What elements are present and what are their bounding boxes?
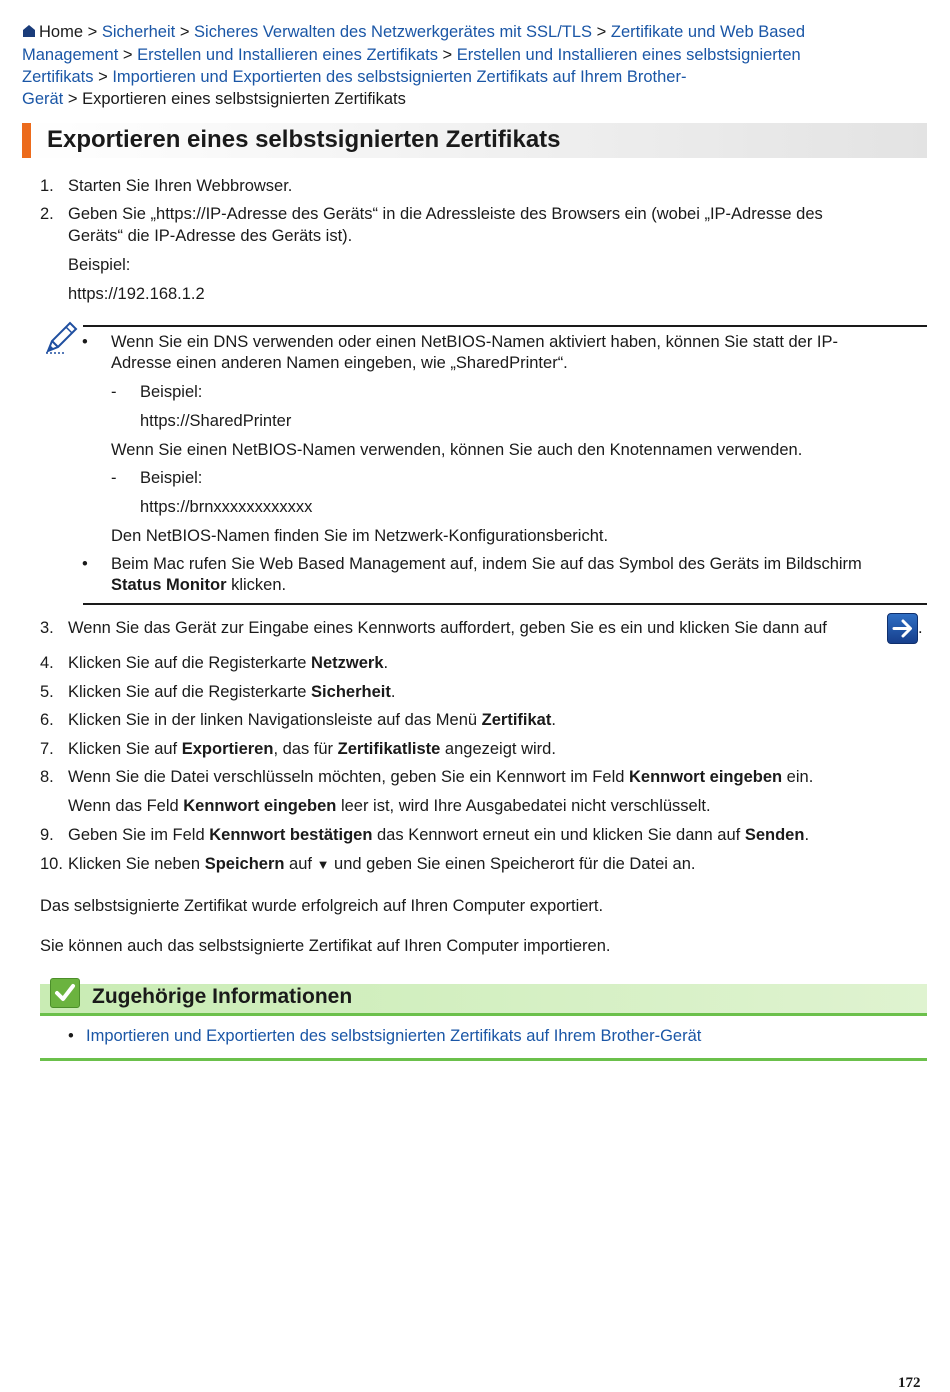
note-example-2-value: https://brnxxxxxxxxxxxx — [140, 498, 313, 516]
breadcrumb-link-zertifikate-part2[interactable]: Management — [22, 46, 119, 64]
dropdown-triangle-icon: ▼ — [316, 857, 330, 872]
step-6-number: 6. — [40, 711, 54, 729]
note-netbios-text: Wenn Sie einen NetBIOS-Namen verwenden, können Sie auch den Knotennamen verwenden. — [111, 441, 803, 459]
breadcrumb-current: Exportieren eines selbstsignierten Zertifikats — [82, 90, 406, 108]
outro-text-1: Das selbstsignierte Zertifikat wurde erfolgreich auf Ihren Computer exportiert. — [40, 897, 604, 915]
step-6-text: Klicken Sie in der linken Navigationsleiste auf das Menü Zertifikat. — [68, 711, 556, 729]
breadcrumb-link-import-export-part2[interactable]: Gerät — [22, 90, 64, 108]
step-5-number: 5. — [40, 683, 54, 701]
note-example-1-label: Beispiel: — [140, 383, 203, 401]
breadcrumb-link-zertifikate-part1[interactable]: Zertifikate und Web Based — [610, 23, 806, 41]
note-example-2-label: Beispiel: — [140, 469, 203, 487]
step-5-text: Klicken Sie auf die Registerkarte Sicherheit. — [68, 683, 396, 701]
step-1-text: Starten Sie Ihren Webbrowser. — [68, 177, 293, 195]
status-monitor-bold: Status Monitor — [111, 576, 227, 594]
note-dash-1: - — [111, 383, 117, 401]
step-2-number: 2. — [40, 205, 54, 223]
step-1-number: 1. — [40, 177, 54, 195]
related-link-import-export[interactable]: Importieren und Exportierten des selbstsignierten Zertifikats auf Ihrem Brother-Gerät — [86, 1027, 702, 1045]
home-icon[interactable] — [22, 22, 36, 44]
step-2-text-line2: Geräts“ die IP-Adresse des Geräts ist). — [68, 227, 353, 245]
note-dash-2: - — [111, 469, 117, 487]
step-9-text: Geben Sie im Feld Kennwort bestätigen das Kennwort erneut ein und klicken Sie dann auf Senden. — [68, 826, 810, 844]
step-8-text: Wenn Sie die Datei verschlüsseln möchten, geben Sie ein Kennwort im Feld Kennwort eingeben ein. — [68, 768, 814, 786]
step-10-text: Klicken Sie neben Speichern auf ▼ und geben Sie einen Speicherort für die Datei an. — [68, 855, 696, 873]
note-bullet-1-line2: Adresse einen anderen Namen eingeben, wie „SharedPrinter“. — [111, 354, 568, 372]
related-info-title: Zugehörige Informationen — [92, 985, 353, 1008]
page-title-bar — [22, 123, 927, 158]
step-7-number: 7. — [40, 740, 54, 758]
note-top-rule — [83, 325, 927, 327]
note-bullet-1: • — [82, 333, 88, 351]
step-9-number: 9. — [40, 826, 54, 844]
breadcrumb: Home > Sicherheit > Sicheres Verwalten des Netzwerkgerätes mit SSL/TLS > Zertifikate und Web Based Management > Erstellen und Installieren eines Zertifikats > Erstellen und Installieren eines selbstsignierten Zertifikats > Importieren und Exportierten des selbstsignierten Zertifikats auf Ihrem Brother- Gerät > Exportieren eines selbstsignierten Zertifikats — [22, 23, 806, 108]
note-bullet-2-line1: Beim Mac rufen Sie Web Based Management auf, indem Sie auf das Symbol des Geräts im Bildschirm — [111, 555, 862, 573]
pencil-note-icon — [44, 321, 78, 360]
step-3-number: 3. — [40, 619, 54, 637]
step-4-number: 4. — [40, 654, 54, 672]
breadcrumb-link-sicherheit[interactable]: Sicherheit — [101, 23, 176, 41]
breadcrumb-link-import-export-part1[interactable]: Importieren und Exportierten des selbstsignierten Zertifikats auf Ihrem Brother- — [112, 68, 687, 86]
step-8-number: 8. — [40, 768, 54, 786]
note-bottom-rule — [83, 603, 927, 605]
note-report-text: Den NetBIOS-Namen finden Sie im Netzwerk-Konfigurationsbericht. — [111, 527, 609, 545]
note-bullet-2: • — [82, 555, 88, 573]
breadcrumb-link-ssl-tls[interactable]: Sicheres Verwalten des Netzwerkgerätes mit SSL/TLS — [194, 23, 593, 41]
step-2-example-value: https://192.168.1.2 — [68, 285, 205, 303]
checkmark-icon — [50, 978, 80, 1008]
breadcrumb-link-erstellen[interactable]: Erstellen und Installieren eines Zertifikats — [137, 46, 438, 64]
step-2-example-label: Beispiel: — [68, 256, 131, 274]
breadcrumb-home[interactable]: Home — [39, 23, 84, 41]
note-bullet-2-line2: Status Monitor klicken. — [111, 576, 287, 594]
arrow-right-button-icon — [887, 613, 918, 644]
related-info-bottom-rule — [40, 1058, 927, 1061]
breadcrumb-link-selbstsigniert-part1[interactable]: Erstellen und Installieren eines selbstsignierten — [456, 46, 801, 64]
page-title: Exportieren eines selbstsignierten Zertifikats — [47, 126, 561, 153]
step-2-text-line1: Geben Sie „https://IP-Adresse des Geräts“ in die Adressleiste des Browsers ein (wobei „IP-Adresse des — [68, 205, 823, 223]
related-info-top-rule — [40, 1013, 927, 1016]
step-3-text: Wenn Sie das Gerät zur Eingabe eines Kennworts auffordert, geben Sie es ein und klicken Sie dann auf — [68, 619, 827, 637]
related-bullet: • — [68, 1027, 74, 1045]
step-3-end: . — [918, 619, 923, 637]
step-4-text: Klicken Sie auf die Registerkarte Netzwerk. — [68, 654, 389, 672]
page-number: 172 — [898, 1375, 921, 1391]
note-example-1-value: https://SharedPrinter — [140, 412, 292, 430]
note-bullet-1-line1: Wenn Sie ein DNS verwenden oder einen NetBIOS-Namen aktiviert haben, können Sie statt der IP- — [111, 333, 838, 351]
step-7-text: Klicken Sie auf Exportieren, das für Zertifikatliste angezeigt wird. — [68, 740, 556, 758]
title-accent — [22, 123, 31, 158]
step-8-text-line2: Wenn das Feld Kennwort eingeben leer ist, wird Ihre Ausgabedatei nicht verschlüsselt. — [68, 797, 711, 815]
breadcrumb-link-selbstsigniert-part2[interactable]: Zertifikats — [22, 68, 94, 86]
outro-text-2: Sie können auch das selbstsignierte Zertifikat auf Ihren Computer importieren. — [40, 937, 611, 955]
step-10-number: 10. — [40, 855, 63, 873]
